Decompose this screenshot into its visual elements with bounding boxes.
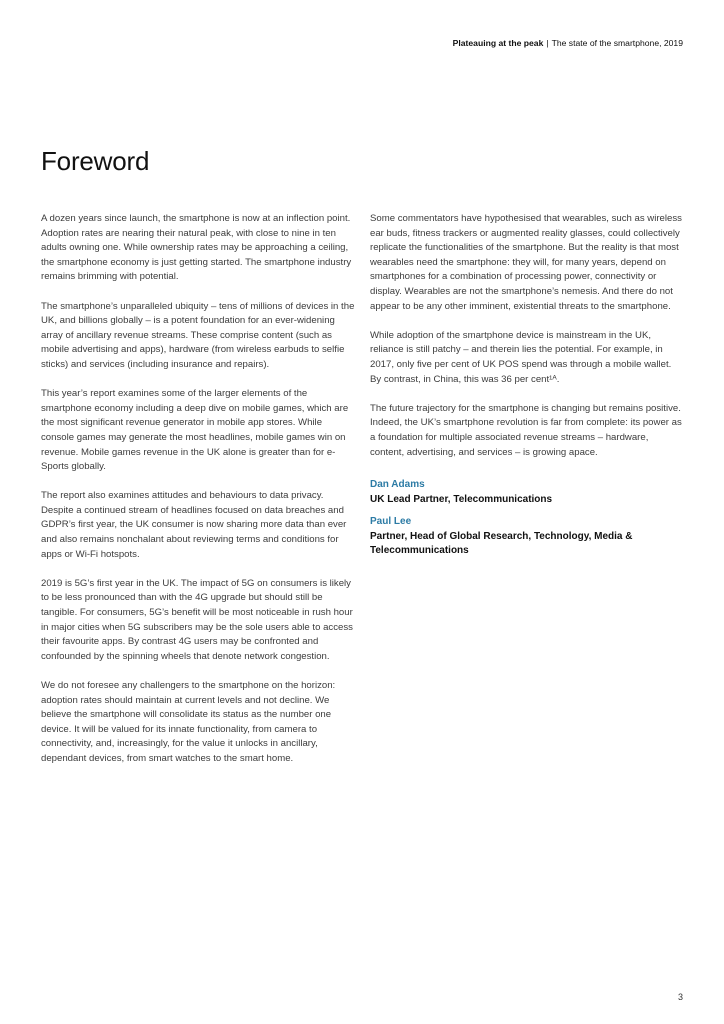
header-subtitle: The state of the smartphone, 2019: [551, 38, 683, 48]
page-title: Foreword: [41, 146, 150, 176]
page-number: 3: [677, 992, 683, 1002]
author-role: Partner, Head of Global Research, Technology, Media & Telecommunications: [370, 530, 633, 557]
right-column: [370, 212, 684, 567]
author-name: Dan Adams: [370, 479, 425, 491]
paragraph: A dozen years since launch, the smartphone is now at an inflection point. Adoption rates are nearing their natural peak, with close to nine in ten adults owning one. While ownership rates may be approaching a ceiling, the smartphone economy is just getting started. The smartphone industry remains brimming with potential.: [41, 213, 352, 283]
paragraph: The future trajectory for the smartphone is changing but remains positive. Indeed, the UK’s smartphone revolution is far from complete: its power as a foundation for multiple associated revenue streams – hardware, content, advertising, and services – is growing apace.: [370, 402, 682, 458]
paragraph: This year’s report examines some of the larger elements of the smartphone economy including a deep dive on mobile games, which are the most significant revenue generator in mobile app stores. While console games may generate the most headlines, mobile games win on revenue. Mobile games revenue in the UK alone is greater than for e-Sports globally.: [41, 388, 349, 473]
paragraph: The report also examines attitudes and behaviours to data privacy. Despite a continued stream of headlines focused on data breaches and GDPR’s first year, the UK consumer is now sharing more data than ever and also remains nonchalant about reviewing terms and conditions for apps or Wi-Fi hotspots.: [41, 490, 347, 560]
header-separator: |: [546, 38, 549, 48]
header-report-title: Plateauing at the peak: [452, 38, 544, 48]
paragraph: Some commentators have hypothesised that wearables, such as wireless ear buds, fitness trackers or augmented reality glasses, could collectively replicate the functionalities of the smartphone. But the reality is that most wearables need the smartphone: they will, for many years, depend on smartphones for a combination of processing power, connectivity or display. Wearables are not the smartphone’s nemesis. And there do not appear to be any other imminent, existential threats to the smartphone.: [370, 213, 682, 312]
left-column: [41, 212, 357, 781]
paragraph: 2019 is 5G’s first year in the UK. The impact of 5G on consumers is likely to be less pronounced than with the 4G upgrade but should still be tangible. For consumers, 5G’s benefit will be most noticeable in rush hour in major cities when 5G subscribers may be the sole users able to access their favourite apps. By contrast 4G users may be confronted and confounded by the spinning wheels that denote network congestion.: [41, 577, 353, 662]
author-list: [370, 478, 684, 559]
paragraph: The smartphone’s unparalleled ubiquity – tens of millions of devices in the UK, and billions globally – is a potent foundation for an ever-widening array of ancillary revenue streams. These comprise content (such as mobile advertising and apps), hardware (from wireless earbuds to selfie sticks) and services (including insurance and repairs).: [41, 300, 355, 370]
author-block: [370, 478, 684, 507]
author-role: UK Lead Partner, Telecommunications: [370, 493, 553, 505]
paragraph: We do not foresee any challengers to the smartphone on the horizon: adoption rates should maintain at current levels and not decline. We believe the smartphone will consolidate its status as the number one device. It will be valued for its innate functionality, from camera to connectivity, and, increasingly, for the value it unlocks in ancillary, dependant devices, from smart watches to the smart home.: [41, 680, 336, 764]
author-name: Paul Lee: [370, 516, 412, 528]
paragraph: While adoption of the smartphone device is mainstream in the UK, reliance is still patchy – and therein lies the potential. For example, in 2017, only five per cent of UK POS spend was through a mobile wallet. By contrast, in China, this was 36 per cent¹ᴬ.: [370, 329, 672, 385]
running-header: [453, 38, 683, 48]
author-block: [370, 515, 684, 559]
